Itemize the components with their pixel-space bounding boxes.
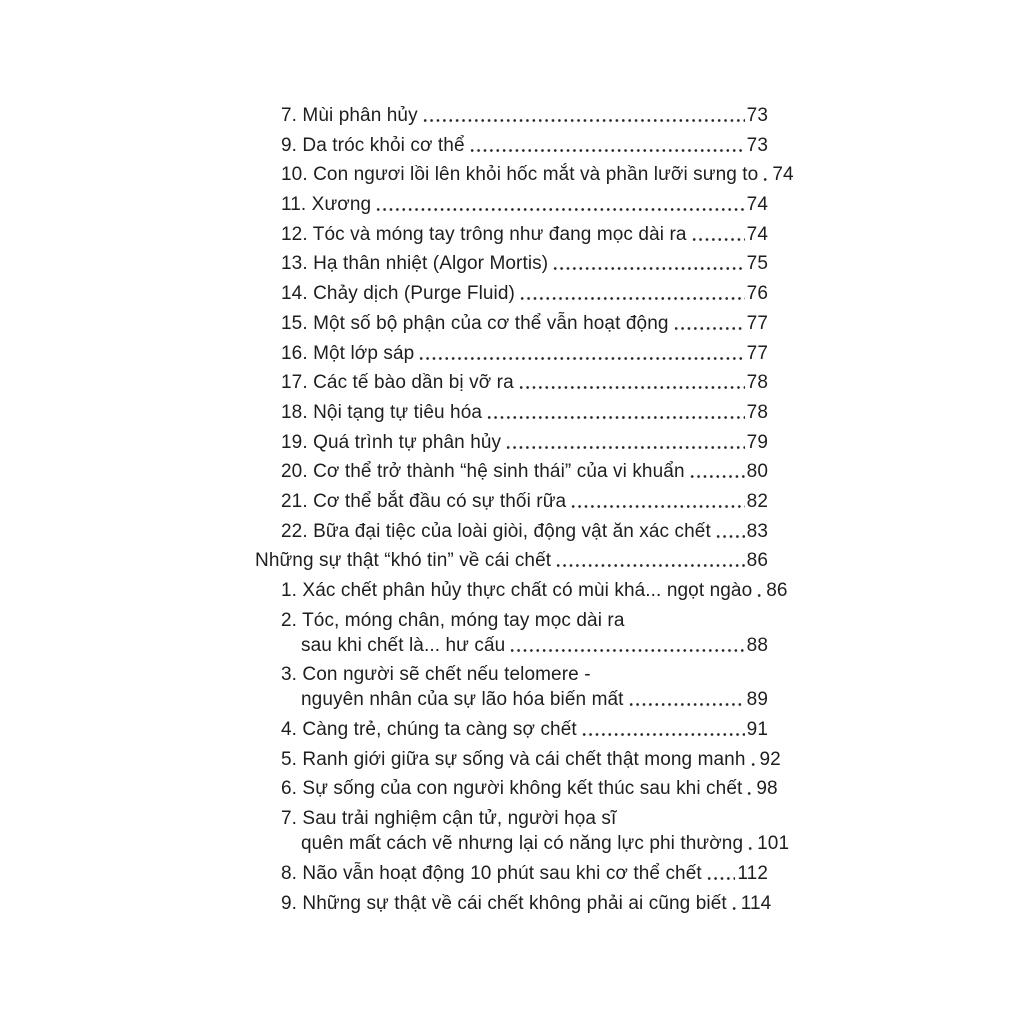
- entry-title: 7. Mùi phân hủy: [281, 105, 418, 126]
- entry-title: 16. Một lớp sáp: [281, 342, 415, 364]
- entry-title: 9. Những sự thật về cái chết không phải ai cũng biết: [281, 892, 727, 914]
- dot-leader: [422, 119, 745, 122]
- toc-entry: [255, 608, 768, 658]
- entry-title: 20. Cơ thể trở thành “hệ sinh thái” của vi khuẩn: [281, 461, 685, 483]
- entry-title-line: 3. Con người sẽ chết nếu telomere -: [281, 664, 591, 686]
- dot-leader: [747, 847, 755, 850]
- entry-page-number: 75: [746, 253, 768, 275]
- entry-title: quên mất cách vẽ nhưng lại có năng lực phi thường: [301, 833, 744, 855]
- entry-page-number: 76: [746, 283, 768, 305]
- dot-leader: [570, 505, 744, 508]
- entry-title: 9. Da tróc khỏi cơ thể: [281, 134, 465, 156]
- entry-page-number: 77: [746, 342, 768, 364]
- dot-leader: [581, 733, 745, 736]
- entry-page-number: 80: [746, 461, 768, 483]
- entry-title: 19. Quá trình tự phân hủy: [281, 431, 502, 453]
- entry-page-number: 89: [746, 689, 768, 711]
- dot-leader: [552, 267, 744, 270]
- toc-entry: [255, 519, 768, 544]
- toc-entry: [255, 222, 768, 247]
- entry-title: 1. Xác chết phân hủy thực chất có mùi khá... ngọt ngào: [281, 580, 753, 601]
- entry-title-line: 7. Sau trải nghiệm cận tử, người họa sĩ: [281, 808, 617, 830]
- entry-page-number: 98: [756, 778, 778, 800]
- dot-leader: [715, 535, 745, 538]
- entry-title: 10. Con ngươi lồi lên khỏi hốc mắt và phần lưỡi sưng to: [281, 164, 759, 186]
- dot-leader: [509, 649, 744, 652]
- toc-entry: [255, 133, 768, 158]
- dot-leader: [375, 208, 744, 211]
- dot-leader: [628, 703, 745, 706]
- toc-entry: [255, 430, 768, 455]
- toc-entry: [255, 281, 768, 306]
- entry-page-number: 74: [772, 164, 794, 186]
- dot-leader: [418, 357, 744, 360]
- entry-title: 5. Ranh giới giữa sự sống và cái chết thật mong manh: [281, 748, 746, 770]
- toc-entry: [255, 192, 768, 217]
- entry-title: 15. Một số bộ phận của cơ thể vẫn hoạt động: [281, 312, 669, 334]
- entry-page-number: 92: [759, 748, 781, 770]
- entry-title-line: 2. Tóc, móng chân, móng tay mọc dài ra: [281, 609, 625, 631]
- entry-title: 22. Bữa đại tiệc của loài giòi, động vật ăn xác chết: [281, 520, 711, 542]
- dot-leader: [750, 763, 758, 766]
- entry-page-number: 101: [757, 833, 790, 855]
- entry-title: 17. Các tế bào dần bị vỡ ra: [281, 372, 514, 394]
- dot-leader: [731, 907, 739, 910]
- toc-entry: [255, 662, 768, 712]
- entry-page-number: 82: [746, 490, 768, 512]
- entry-page-number: 79: [746, 431, 768, 453]
- entry-title: Những sự thật “khó tin” về cái chết: [255, 550, 552, 572]
- entry-title: 18. Nội tạng tự tiêu hóa: [281, 401, 483, 423]
- dot-leader: [505, 446, 745, 449]
- entry-page-number: 73: [746, 105, 768, 126]
- entry-title: 13. Hạ thân nhiệt (Algor Mortis): [281, 253, 549, 275]
- dot-leader: [691, 238, 745, 241]
- toc-entry: [255, 341, 768, 366]
- dot-leader: [673, 327, 745, 330]
- entry-page-number: 74: [746, 223, 768, 245]
- entry-title: nguyên nhân của sự lão hóa biến mất: [301, 689, 624, 711]
- toc-entry: [255, 747, 781, 772]
- entry-title: 11. Xương: [281, 194, 372, 216]
- table-of-contents: [255, 103, 794, 920]
- dot-leader: [689, 475, 745, 478]
- entry-page-number: 86: [746, 550, 768, 572]
- entry-title: 21. Cơ thể bắt đầu có sự thối rữa: [281, 490, 567, 512]
- entry-title: 12. Tóc và móng tay trông như đang mọc dài ra: [281, 223, 687, 245]
- entry-page-number: 78: [746, 372, 768, 394]
- toc-entry: [255, 891, 772, 916]
- toc-entry: [255, 717, 768, 742]
- entry-page-number: 88: [746, 634, 768, 656]
- toc-entry: [255, 489, 768, 514]
- entry-title: 4. Càng trẻ, chúng ta càng sợ chết: [281, 719, 577, 741]
- dot-leader: [518, 386, 745, 389]
- dot-leader: [762, 178, 770, 181]
- dot-leader: [706, 877, 736, 880]
- entry-title: 6. Sự sống của con người không kết thúc sau khi chết: [281, 778, 743, 800]
- toc-entry: [255, 548, 768, 573]
- dot-leader: [555, 564, 745, 567]
- entry-title: sau khi chết là... hư cấu: [301, 634, 506, 656]
- entry-page-number: 112: [737, 862, 768, 884]
- entry-page-number: 83: [746, 520, 768, 542]
- entry-title: 8. Não vẫn hoạt động 10 phút sau khi cơ thể chết: [281, 862, 702, 884]
- entry-page-number: 77: [746, 312, 768, 334]
- dot-leader: [756, 594, 764, 597]
- entry-page-number: 74: [746, 194, 768, 216]
- toc-entry: [255, 162, 794, 187]
- toc-entry: [255, 400, 768, 425]
- toc-entry: [255, 311, 768, 336]
- dot-leader: [746, 792, 754, 795]
- toc-entry: [255, 861, 768, 886]
- toc-entry: [255, 103, 768, 128]
- dot-leader: [519, 297, 745, 300]
- entry-page-number: 114: [740, 892, 772, 914]
- entry-page-number: 86: [766, 580, 788, 601]
- toc-entry: [255, 578, 788, 603]
- toc-entry: [255, 459, 768, 484]
- entry-page-number: 91: [746, 719, 768, 741]
- entry-page-number: 73: [746, 134, 768, 156]
- entry-page-number: 78: [746, 401, 768, 423]
- toc-entry: [255, 370, 768, 395]
- dot-leader: [469, 149, 745, 152]
- toc-entry: [255, 806, 790, 856]
- entry-title: 14. Chảy dịch (Purge Fluid): [281, 283, 515, 305]
- dot-leader: [486, 416, 745, 419]
- toc-entry: [255, 776, 778, 801]
- toc-entry: [255, 251, 768, 276]
